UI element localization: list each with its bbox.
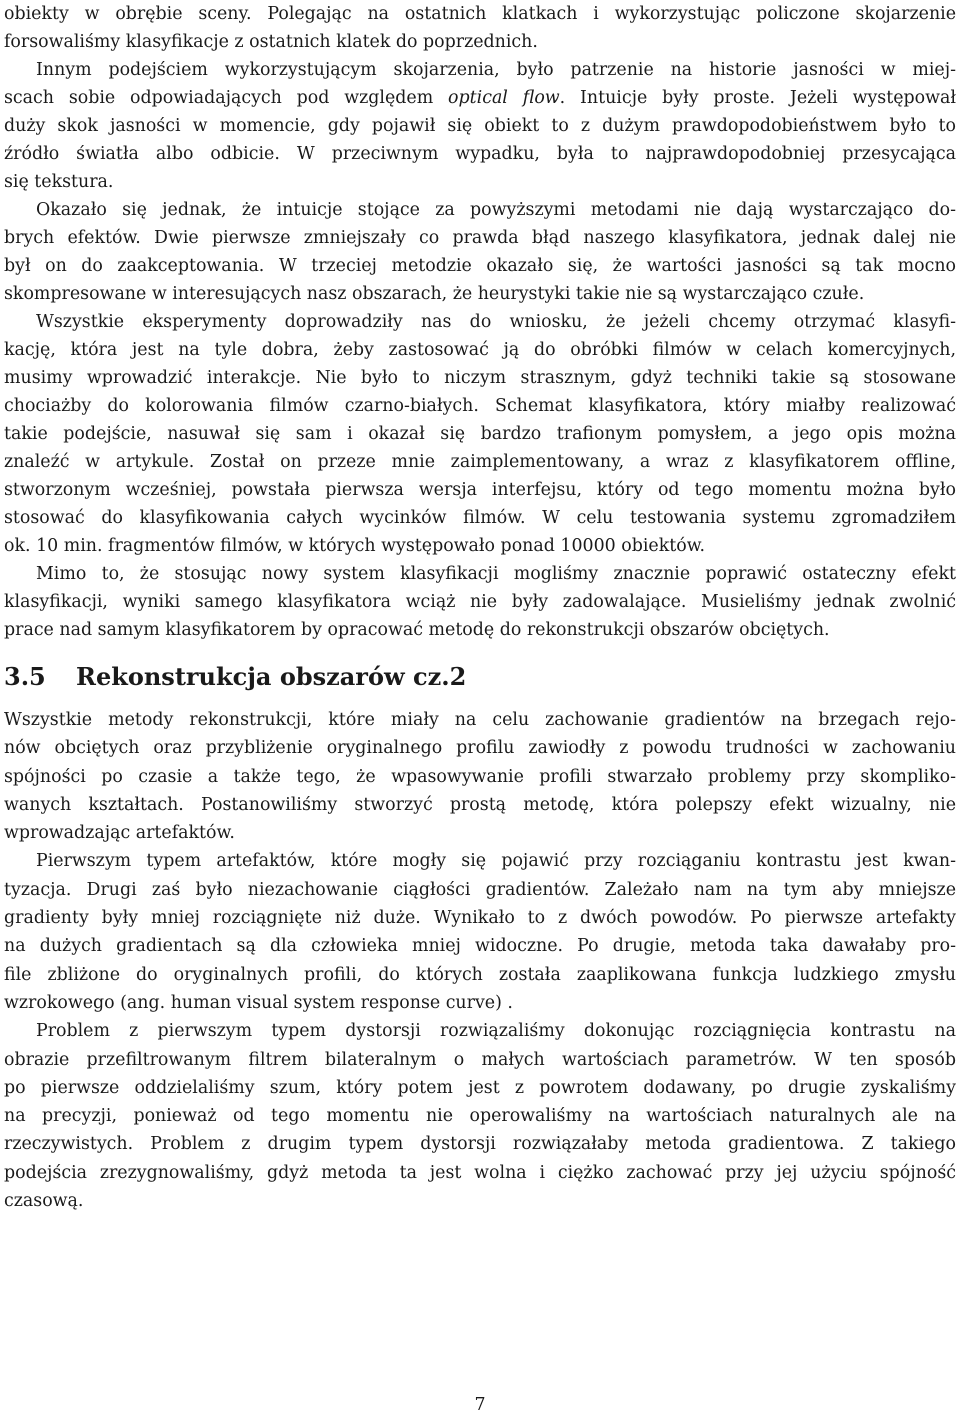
paragraph [4, 196, 956, 308]
text-line: takie podejście, nasuwał się sam i okazał się bardzo trafionym pomysłem, a jego opis można [4, 424, 956, 444]
text-line: kację, która jest na tyle dobra, żeby zastosować ją do obróbki filmów w celach komercyjnych, [4, 340, 956, 360]
text-line: po pierwsze oddzielaliśmy szum, który potem jest z powrotem dodawany, po drugie zyskaliśmy [4, 1077, 956, 1098]
text-line: Problem z pierwszym typem dystorsji rozwiązaliśmy dokonując rozciągnięcia kontrastu na [36, 1021, 956, 1042]
section-number: 3.5 [4, 662, 46, 691]
text-line: obrazie przefiltrowanym filtrem bilateralnym o małych wartościach parametrów. W ten sposób [4, 1049, 956, 1070]
text-line: rzeczywistych. Problem z drugim typem dystorsji rozwiązałaby metoda gradientowa. Z takiego [4, 1134, 956, 1155]
text-line: Wszystkie metody rekonstrukcji, które miały na celu zachowanie gradientów na brzegach rejo- [4, 710, 956, 730]
text-line: forsowaliśmy klasyfikacje z ostatnich klatek do poprzednich. [4, 32, 538, 52]
section-title: Rekonstrukcja obszarów cz.2 [76, 662, 467, 691]
text-line: Innym podejściem wykorzystującym skojarzenia, było patrzenie na historie jasności w miej- [36, 60, 956, 80]
text-line: musimy wprowadzić interakcje. Nie było to niczym strasznym, gdyż techniki takie są stosowane [4, 368, 956, 388]
text-line: podejścia zrezygnowaliśmy, gdyż metoda ta jest wolna i ciężko zachować przy jej użyciu spójność [4, 1162, 956, 1183]
paragraph [4, 0, 956, 56]
text-line: skompresowane w interesujących nasz obszarach, że heurystyki takie nie są wystarczająco czułe. [4, 284, 865, 304]
text-line: znaleźć w artykule. Został on przeze mnie zaimplementowany, a wraz z klasyfikatorem offline, [4, 452, 956, 472]
text-line: stosować do klasyfikowania całych wycinków filmów. W celu testowania systemu zgromadziłem [4, 508, 956, 528]
text-line: prace nad samym klasyfikatorem by opracować metodę do rekonstrukcji obszarów obciętych. [4, 620, 830, 640]
text-line: Mimo to, że stosując nowy system klasyfikacji mogliśmy znacznie poprawić ostateczny efekt [36, 564, 956, 584]
text-line: stworzonym wcześniej, powstała pierwsza wersja interfejsu, który od tego momentu można było [4, 480, 956, 500]
text-line: Pierwszym typem artefaktów, które mogły się pojawić przy rozciąganiu kontrastu jest kwan- [36, 851, 956, 872]
text-line: tyzacja. Drugi zaś było niezachowanie ciągłości gradientów. Zależało nam na tym aby mniejsze [4, 879, 956, 900]
paragraph [4, 1017, 956, 1215]
section-heading [4, 660, 466, 694]
text-line: chociażby do kolorowania filmów czarno-białych. Schemat klasyfikatora, który miałby realizować [4, 396, 956, 416]
text-line: był on do zaakceptowania. W trzeciej metodzie okazało się, że wartości jasności są tak mocno [4, 256, 956, 276]
text-line: brych efektów. Dwie pierwsze zmniejszały co prawda błąd naszego klasyfikatora, jednak dalej nie [4, 228, 956, 248]
text-line: scach sobie odpowiadających pod względem optical flow. Intuicje były proste. Jeżeli występował [4, 88, 956, 108]
text-line: duży skok jasności w momencie, gdy pojawił się obiekt to z dużym prawdopodobieństwem było to [4, 116, 956, 136]
body-text-bottom [4, 706, 956, 1215]
body-text-top [4, 0, 956, 644]
text-line: wanych kształtach. Postanowiliśmy stworzyć prostą metodę, która polepszy efekt wizualny, nie [4, 794, 956, 815]
text-line: na dużych gradientach są dla człowieka mniej widoczne. Po drugie, metoda taka dawałaby pro- [4, 936, 956, 957]
paragraph [4, 56, 956, 196]
paragraph [4, 308, 956, 560]
text-line: gradienty były mniej rozciągnięte niż duże. Wynikało to z dwóch powodów. Po pierwsze artefakty [4, 908, 956, 929]
text-line: wzrokowego (ang. human visual system response curve) . [4, 992, 513, 1013]
text-line: obiekty w obrębie sceny. Polegając na ostatnich klatkach i wykorzystując policzone skojarzenie [4, 4, 956, 24]
paragraph [4, 847, 956, 1017]
text-line: źródło światła albo odbicie. W przeciwnym wypadku, była to najprawdopodobniej przesycająca [4, 144, 956, 164]
text-line: Okazało się jednak, że intuicje stojące za powyższymi metodami nie dają wystarczająco do- [36, 200, 956, 220]
paragraph [4, 706, 956, 847]
text-line: na precyzji, ponieważ od tego momentu nie operowaliśmy na wartościach naturalnych ale na [4, 1106, 956, 1127]
text-line: klasyfikacji, wyniki samego klasyfikatora wciąż nie były zadowalające. Musieliśmy jednak zwolnić [4, 592, 956, 612]
text-line: ok. 10 min. fragmentów filmów, w których występowało ponad 10000 obiektów. [4, 536, 706, 556]
text-line: czasową. [4, 1191, 84, 1212]
paragraph [4, 560, 956, 644]
text-line: nów obciętych oraz przybliżenie oryginalnego profilu zawiodły z powodu trudności w zachowaniu [4, 738, 956, 759]
text-line: Wszystkie eksperymenty doprowadziły nas do wniosku, że jeżeli chcemy otrzymać klasyfi- [36, 312, 956, 332]
page-number: 7 [474, 1395, 486, 1415]
text-line: spójności po czasie a także tego, że wpasowywanie profili stwarzało problemy przy skompliko- [4, 766, 956, 787]
text-line: się tekstura. [4, 172, 114, 192]
text-line: file zbliżone do oryginalnych profili, do których została zaaplikowana funkcja ludzkiego zmysłu [4, 964, 956, 985]
text-line: wprowadzając artefaktów. [4, 823, 235, 844]
